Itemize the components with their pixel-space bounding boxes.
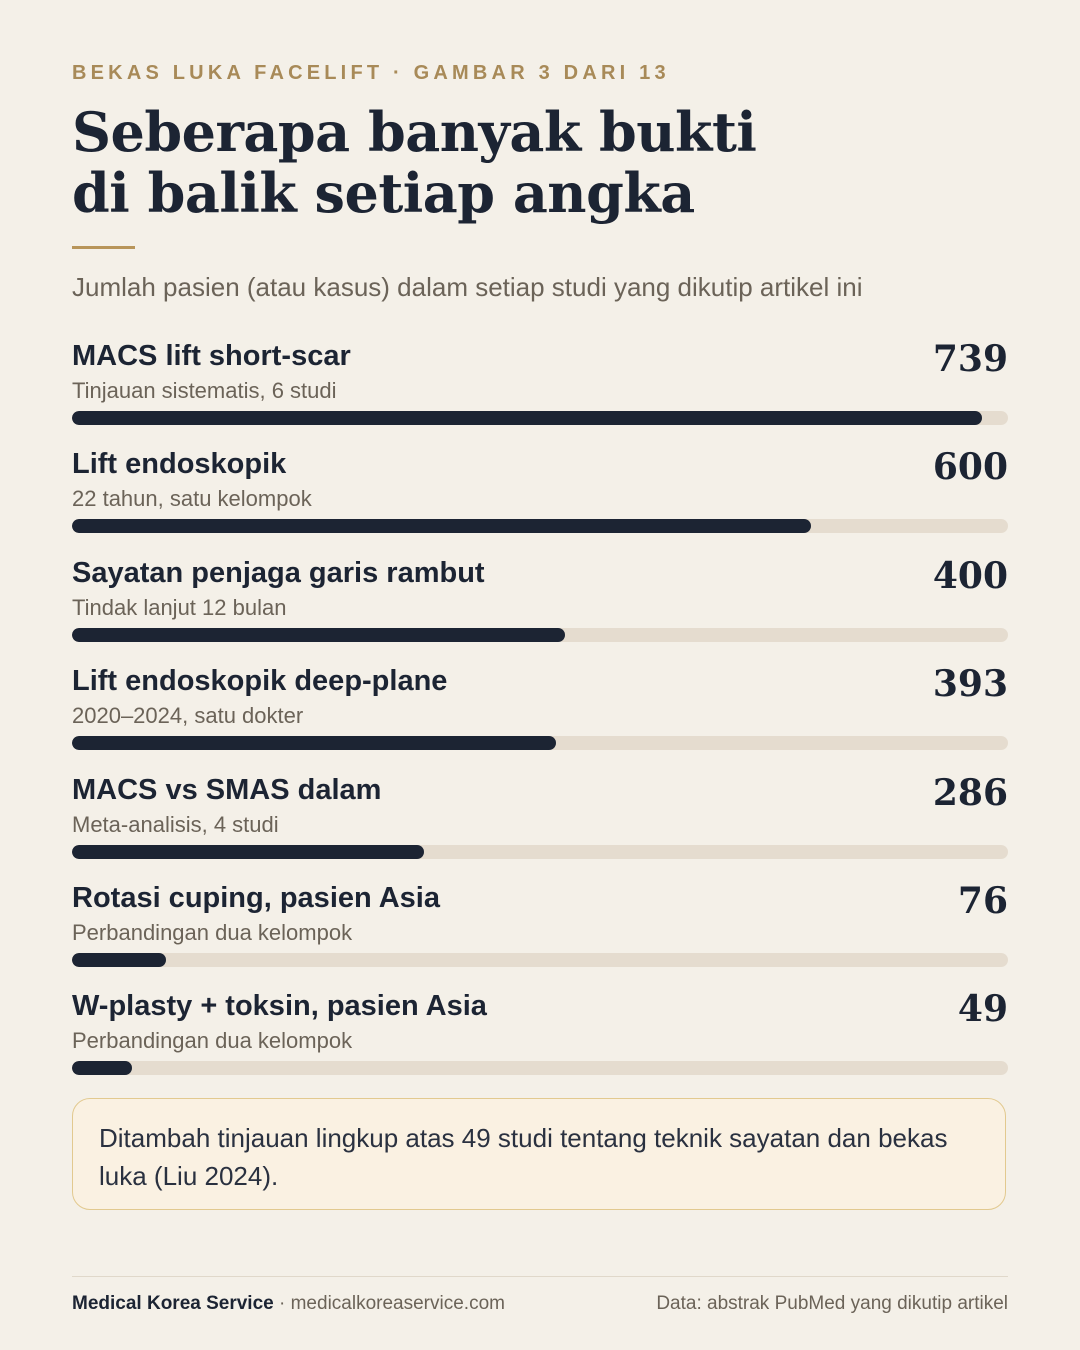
bar-track xyxy=(72,1061,1008,1075)
bar xyxy=(72,628,565,642)
title-line-2: di balik setiap angka xyxy=(72,161,695,225)
bar-value-label: 400 xyxy=(932,554,1008,597)
bar-row xyxy=(72,665,1008,773)
bar-value-label: 49 xyxy=(957,988,1008,1031)
bar-row xyxy=(72,879,1008,990)
bar-label: Lift endoskopik deep-plane xyxy=(72,665,448,698)
note-box xyxy=(72,1098,1006,1210)
bar-row xyxy=(72,448,1008,556)
bar-row xyxy=(72,990,1008,1098)
bar-label: MACS lift short-scar xyxy=(72,340,351,372)
title-line-1: Seberapa banyak bukti xyxy=(72,100,757,164)
bar-description: Tinjauan sistematis, 6 studi xyxy=(72,378,337,403)
subtitle: Jumlah pasien (atau kasus) dalam setiap studi yang dikutip artikel ini xyxy=(72,272,863,302)
page-title xyxy=(72,102,972,224)
accent-rule xyxy=(72,246,135,249)
footer-source: Data: abstrak PubMed yang dikutip artikel xyxy=(656,1293,1008,1314)
bar-description: 22 tahun, satu kelompok xyxy=(72,486,312,512)
bar-description: 2020–2024, satu dokter xyxy=(72,703,304,729)
bar xyxy=(72,411,982,425)
bar-track xyxy=(72,411,1008,425)
bar xyxy=(72,736,556,750)
bar-description: Meta-analisis, 4 studi xyxy=(72,811,279,837)
bar xyxy=(72,953,166,967)
bar-description: Perbandingan dua kelompok xyxy=(72,919,353,945)
bar-label: Sayatan penjaga garis rambut xyxy=(72,556,485,589)
bar-value-label: 286 xyxy=(932,771,1008,814)
footer-divider xyxy=(72,1276,1008,1277)
footer-credit xyxy=(72,1293,505,1315)
footer-brand: Medical Korea Service xyxy=(72,1293,274,1314)
bar-value-label: 739 xyxy=(932,338,1008,380)
bar-value-label: 393 xyxy=(932,663,1008,706)
bar xyxy=(72,1061,132,1075)
bar-track xyxy=(72,519,1008,533)
bar-description: Perbandingan dua kelompok xyxy=(72,1028,353,1054)
bar-chart xyxy=(72,340,1008,1099)
bar xyxy=(72,845,424,859)
bar-label: Lift endoskopik xyxy=(72,448,287,481)
bar-description: Tindak lanjut 12 bulan xyxy=(72,594,287,620)
bar-track xyxy=(72,845,1008,859)
bar-row xyxy=(72,340,1008,448)
bar-value-label: 600 xyxy=(932,446,1008,489)
bar-row xyxy=(72,554,1008,665)
bar-track xyxy=(72,628,1008,642)
bar-label: Rotasi cuping, pasien Asia xyxy=(72,881,440,914)
bar-label: W-plasty + toksin, pasien Asia xyxy=(72,990,487,1023)
bar-row xyxy=(72,771,1008,882)
bar-label: MACS vs SMAS dalam xyxy=(72,773,382,806)
footer-separator: · xyxy=(273,1293,291,1314)
bar-value-label: 76 xyxy=(957,879,1008,922)
footer-url: medicalkoreaservice.com xyxy=(290,1293,505,1314)
note-text: Ditambah tinjauan lingkup atas 49 studi tentang teknik sayatan dan bekas luka (Liu 2024). xyxy=(99,1123,948,1191)
bar-track xyxy=(72,736,1008,750)
bar xyxy=(72,519,811,533)
kicker: BEKAS LUKA FACELIFT · GAMBAR 3 DARI 13 xyxy=(72,62,670,84)
bar-track xyxy=(72,953,1008,967)
